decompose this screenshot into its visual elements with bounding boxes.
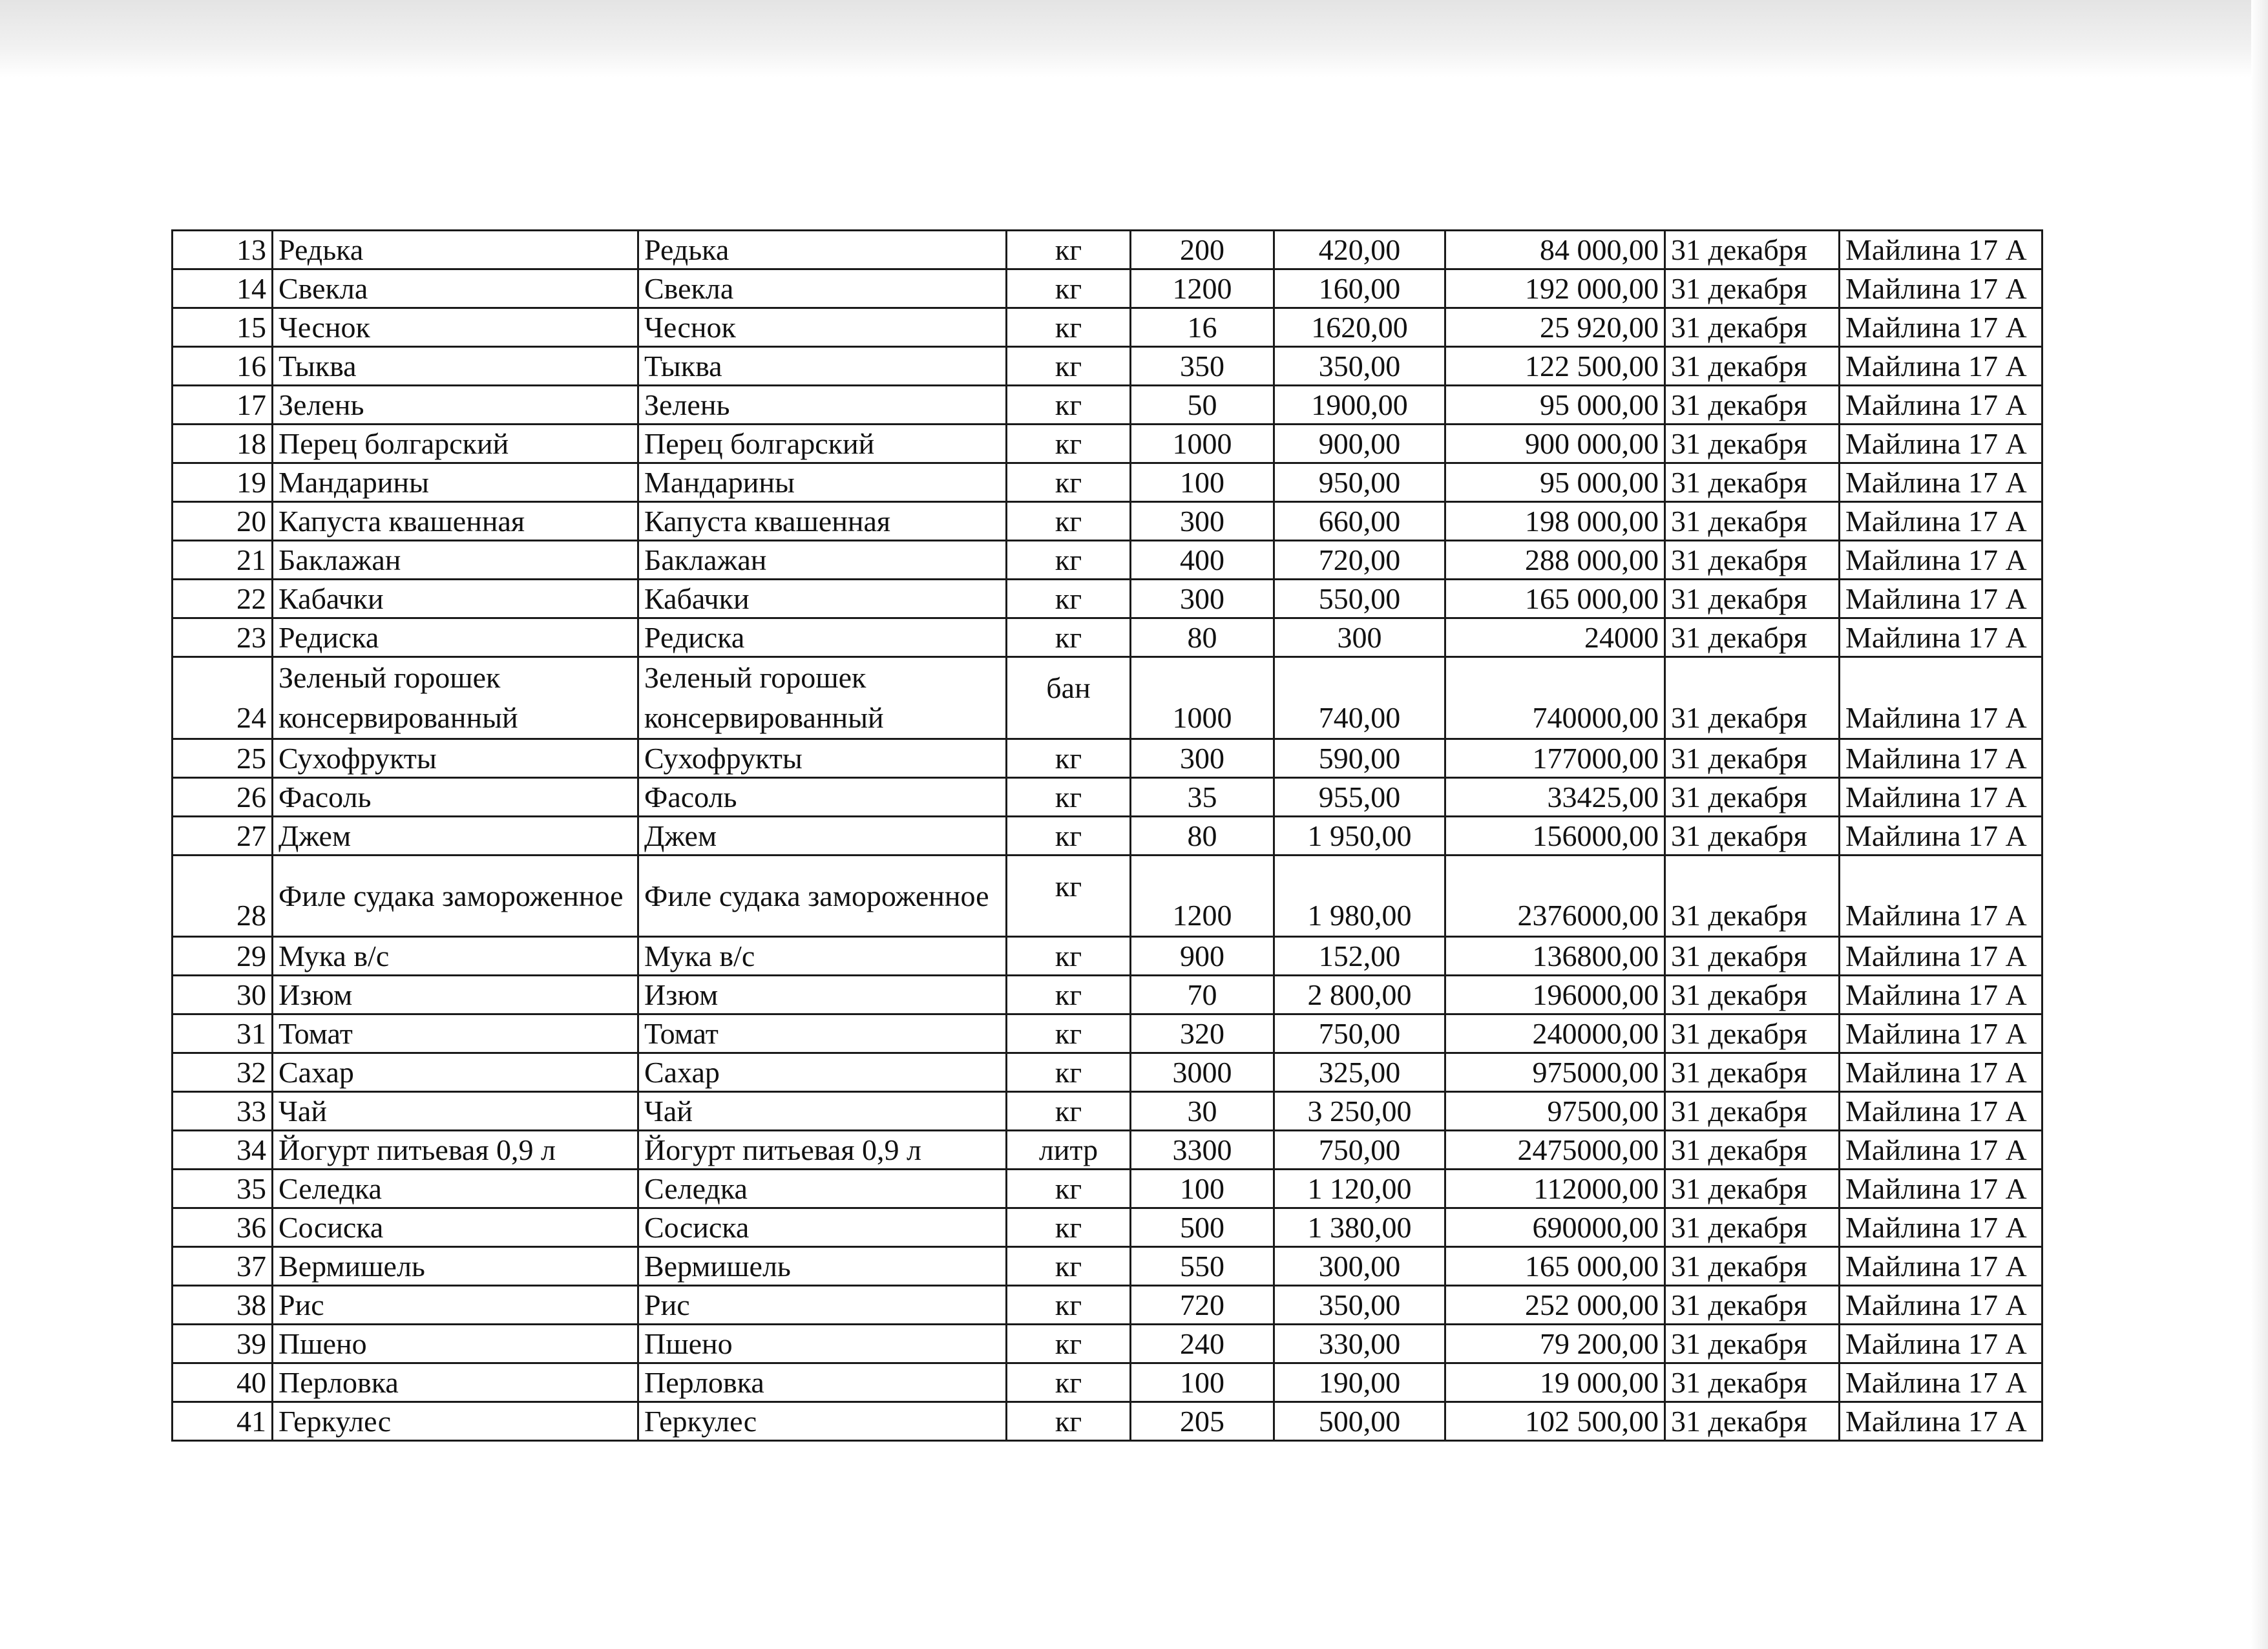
quantity-cell: 80 bbox=[1131, 618, 1274, 657]
quantity-cell: 240 bbox=[1131, 1325, 1274, 1363]
item-name-cell: Томат bbox=[273, 1014, 638, 1053]
item-name-cell: Йогурт питьевая 0,9 л bbox=[273, 1131, 638, 1170]
price-cell: 1620,00 bbox=[1274, 308, 1445, 347]
row-number-cell: 24 bbox=[173, 657, 273, 739]
item-name-2-cell: Фасоль bbox=[638, 778, 1007, 817]
row-number-cell: 33 bbox=[173, 1092, 273, 1131]
delivery-date-cell: 31 декабря bbox=[1665, 1325, 1840, 1363]
delivery-address-cell: Майлина 17 А bbox=[1840, 1092, 2042, 1131]
delivery-date-cell: 31 декабря bbox=[1665, 308, 1840, 347]
delivery-date-cell: 31 декабря bbox=[1665, 1363, 1840, 1402]
scan-shadow-top bbox=[0, 0, 2268, 78]
delivery-date-cell: 31 декабря bbox=[1665, 1053, 1840, 1092]
item-name-cell: Кабачки bbox=[273, 580, 638, 618]
table-row bbox=[173, 386, 2042, 425]
unit-cell: кг bbox=[1007, 937, 1131, 976]
quantity-cell: 205 bbox=[1131, 1402, 1274, 1441]
item-name-2-cell: Джем bbox=[638, 817, 1007, 856]
row-number-cell: 29 bbox=[173, 937, 273, 976]
delivery-address-cell: Майлина 17 А bbox=[1840, 463, 2042, 502]
row-number-cell: 15 bbox=[173, 308, 273, 347]
delivery-date-cell: 31 декабря bbox=[1665, 580, 1840, 618]
delivery-date-cell: 31 декабря bbox=[1665, 657, 1840, 739]
item-name-2-cell: Изюм bbox=[638, 976, 1007, 1014]
item-name-cell: Сухофрукты bbox=[273, 739, 638, 778]
unit-cell: кг bbox=[1007, 308, 1131, 347]
quantity-cell: 320 bbox=[1131, 1014, 1274, 1053]
price-cell: 350,00 bbox=[1274, 1286, 1445, 1325]
quantity-cell: 720 bbox=[1131, 1286, 1274, 1325]
delivery-address-cell: Майлина 17 А bbox=[1840, 1053, 2042, 1092]
item-name-cell: Перловка bbox=[273, 1363, 638, 1402]
delivery-date-cell: 31 декабря bbox=[1665, 856, 1840, 937]
item-name-2-cell: Перловка bbox=[638, 1363, 1007, 1402]
quantity-cell: 300 bbox=[1131, 502, 1274, 541]
delivery-address-cell: Майлина 17 А bbox=[1840, 1014, 2042, 1053]
quantity-cell: 100 bbox=[1131, 1170, 1274, 1208]
unit-cell: кг bbox=[1007, 817, 1131, 856]
sum-cell: 2376000,00 bbox=[1445, 856, 1665, 937]
item-name-cell: Изюм bbox=[273, 976, 638, 1014]
sum-cell: 690000,00 bbox=[1445, 1208, 1665, 1247]
price-cell: 3 250,00 bbox=[1274, 1092, 1445, 1131]
sum-cell: 198 000,00 bbox=[1445, 502, 1665, 541]
unit-cell: кг bbox=[1007, 1208, 1131, 1247]
table-row bbox=[173, 1131, 2042, 1170]
delivery-date-cell: 31 декабря bbox=[1665, 778, 1840, 817]
quantity-cell: 100 bbox=[1131, 463, 1274, 502]
row-number-cell: 26 bbox=[173, 778, 273, 817]
table-row bbox=[173, 739, 2042, 778]
item-name-cell: Перец болгарский bbox=[273, 425, 638, 463]
delivery-address-cell: Майлина 17 А bbox=[1840, 937, 2042, 976]
item-name-2-cell: Кабачки bbox=[638, 580, 1007, 618]
table-row bbox=[173, 937, 2042, 976]
price-cell: 720,00 bbox=[1274, 541, 1445, 580]
delivery-date-cell: 31 декабря bbox=[1665, 269, 1840, 308]
sum-cell: 196000,00 bbox=[1445, 976, 1665, 1014]
unit-cell: кг bbox=[1007, 463, 1131, 502]
unit-cell: кг bbox=[1007, 541, 1131, 580]
delivery-address-cell: Майлина 17 А bbox=[1840, 231, 2042, 269]
item-name-2-cell: Сахар bbox=[638, 1053, 1007, 1092]
sum-cell: 24000 bbox=[1445, 618, 1665, 657]
row-number-cell: 19 bbox=[173, 463, 273, 502]
delivery-address-cell: Майлина 17 А bbox=[1840, 347, 2042, 386]
quantity-cell: 1200 bbox=[1131, 856, 1274, 937]
unit-cell: кг bbox=[1007, 231, 1131, 269]
item-name-cell: Вермишель bbox=[273, 1247, 638, 1286]
item-name-2-cell: Капуста квашенная bbox=[638, 502, 1007, 541]
row-number-cell: 27 bbox=[173, 817, 273, 856]
item-name-cell: Зеленый горошек консервированный bbox=[273, 657, 638, 739]
row-number-cell: 23 bbox=[173, 618, 273, 657]
sum-cell: 177000,00 bbox=[1445, 739, 1665, 778]
quantity-cell: 350 bbox=[1131, 347, 1274, 386]
table-row bbox=[173, 1247, 2042, 1286]
price-cell: 152,00 bbox=[1274, 937, 1445, 976]
delivery-address-cell: Майлина 17 А bbox=[1840, 541, 2042, 580]
price-cell: 500,00 bbox=[1274, 1402, 1445, 1441]
item-name-cell: Капуста квашенная bbox=[273, 502, 638, 541]
unit-cell: кг bbox=[1007, 739, 1131, 778]
item-name-cell: Тыква bbox=[273, 347, 638, 386]
table-row bbox=[173, 347, 2042, 386]
sum-cell: 900 000,00 bbox=[1445, 425, 1665, 463]
sum-cell: 136800,00 bbox=[1445, 937, 1665, 976]
price-cell: 750,00 bbox=[1274, 1014, 1445, 1053]
price-cell: 950,00 bbox=[1274, 463, 1445, 502]
table-row bbox=[173, 1014, 2042, 1053]
unit-cell: кг bbox=[1007, 976, 1131, 1014]
delivery-date-cell: 31 декабря bbox=[1665, 1014, 1840, 1053]
quantity-cell: 300 bbox=[1131, 580, 1274, 618]
delivery-address-cell: Майлина 17 А bbox=[1840, 502, 2042, 541]
item-name-cell: Джем bbox=[273, 817, 638, 856]
quantity-cell: 900 bbox=[1131, 937, 1274, 976]
table-row bbox=[173, 1053, 2042, 1092]
table-row bbox=[173, 541, 2042, 580]
item-name-cell: Мандарины bbox=[273, 463, 638, 502]
row-number-cell: 31 bbox=[173, 1014, 273, 1053]
quantity-cell: 70 bbox=[1131, 976, 1274, 1014]
price-cell: 1 120,00 bbox=[1274, 1170, 1445, 1208]
quantity-cell: 3000 bbox=[1131, 1053, 1274, 1092]
item-name-cell: Редька bbox=[273, 231, 638, 269]
scan-shadow-right bbox=[2251, 0, 2268, 1649]
table-row bbox=[173, 856, 2042, 937]
item-name-2-cell: Редька bbox=[638, 231, 1007, 269]
delivery-address-cell: Майлина 17 А bbox=[1840, 425, 2042, 463]
table-row bbox=[173, 502, 2042, 541]
price-cell: 1900,00 bbox=[1274, 386, 1445, 425]
item-name-2-cell: Вермишель bbox=[638, 1247, 1007, 1286]
table-row bbox=[173, 657, 2042, 739]
sum-cell: 165 000,00 bbox=[1445, 580, 1665, 618]
unit-text: бан bbox=[1046, 671, 1091, 704]
quantity-cell: 3300 bbox=[1131, 1131, 1274, 1170]
unit-cell bbox=[1007, 657, 1131, 739]
row-number-cell: 14 bbox=[173, 269, 273, 308]
unit-cell: кг bbox=[1007, 1014, 1131, 1053]
item-name-2-cell: Тыква bbox=[638, 347, 1007, 386]
item-name-2-cell: Филе судака замороженное bbox=[638, 856, 1007, 937]
table-row bbox=[173, 1092, 2042, 1131]
delivery-address-cell: Майлина 17 А bbox=[1840, 1170, 2042, 1208]
item-name-2-cell: Перец болгарский bbox=[638, 425, 1007, 463]
row-number-cell: 39 bbox=[173, 1325, 273, 1363]
price-cell: 590,00 bbox=[1274, 739, 1445, 778]
unit-cell: кг bbox=[1007, 386, 1131, 425]
sum-cell: 19 000,00 bbox=[1445, 1363, 1665, 1402]
row-number-cell: 37 bbox=[173, 1247, 273, 1286]
row-number-cell: 28 bbox=[173, 856, 273, 937]
row-number-cell: 16 bbox=[173, 347, 273, 386]
delivery-date-cell: 31 декабря bbox=[1665, 1092, 1840, 1131]
item-name-cell: Селедка bbox=[273, 1170, 638, 1208]
row-number-cell: 38 bbox=[173, 1286, 273, 1325]
unit-cell: литр bbox=[1007, 1131, 1131, 1170]
price-cell: 420,00 bbox=[1274, 231, 1445, 269]
delivery-address-cell: Майлина 17 А bbox=[1840, 1131, 2042, 1170]
price-cell: 740,00 bbox=[1274, 657, 1445, 739]
price-cell: 2 800,00 bbox=[1274, 976, 1445, 1014]
item-name-2-cell: Мандарины bbox=[638, 463, 1007, 502]
price-cell: 325,00 bbox=[1274, 1053, 1445, 1092]
price-cell: 955,00 bbox=[1274, 778, 1445, 817]
price-cell: 330,00 bbox=[1274, 1325, 1445, 1363]
item-name-cell: Пшено bbox=[273, 1325, 638, 1363]
unit-cell: кг bbox=[1007, 269, 1131, 308]
item-name-2-cell: Селедка bbox=[638, 1170, 1007, 1208]
table-row bbox=[173, 1363, 2042, 1402]
row-number-cell: 25 bbox=[173, 739, 273, 778]
item-name-cell: Фасоль bbox=[273, 778, 638, 817]
item-name-cell: Мука в/с bbox=[273, 937, 638, 976]
item-name-2-cell: Геркулес bbox=[638, 1402, 1007, 1441]
price-cell: 750,00 bbox=[1274, 1131, 1445, 1170]
delivery-address-cell: Майлина 17 А bbox=[1840, 1286, 2042, 1325]
delivery-date-cell: 31 декабря bbox=[1665, 1286, 1840, 1325]
sum-cell: 95 000,00 bbox=[1445, 463, 1665, 502]
sum-cell: 288 000,00 bbox=[1445, 541, 1665, 580]
sum-cell: 252 000,00 bbox=[1445, 1286, 1665, 1325]
row-number-cell: 13 bbox=[173, 231, 273, 269]
row-number-cell: 17 bbox=[173, 386, 273, 425]
delivery-address-cell: Майлина 17 А bbox=[1840, 1402, 2042, 1441]
table-row bbox=[173, 580, 2042, 618]
table-row bbox=[173, 1208, 2042, 1247]
unit-cell: кг bbox=[1007, 1092, 1131, 1131]
item-name-cell: Филе судака замороженное bbox=[273, 856, 638, 937]
row-number-cell: 41 bbox=[173, 1402, 273, 1441]
delivery-date-cell: 31 декабря bbox=[1665, 231, 1840, 269]
unit-cell: кг bbox=[1007, 1053, 1131, 1092]
table-row bbox=[173, 1325, 2042, 1363]
item-name-cell: Баклажан bbox=[273, 541, 638, 580]
quantity-cell: 80 bbox=[1131, 817, 1274, 856]
unit-cell: кг bbox=[1007, 425, 1131, 463]
table-row bbox=[173, 1170, 2042, 1208]
row-number-cell: 34 bbox=[173, 1131, 273, 1170]
quantity-cell: 200 bbox=[1131, 231, 1274, 269]
price-cell: 300,00 bbox=[1274, 1247, 1445, 1286]
item-name-cell: Сосиска bbox=[273, 1208, 638, 1247]
quantity-cell: 1000 bbox=[1131, 657, 1274, 739]
item-name-2-cell: Чай bbox=[638, 1092, 1007, 1131]
delivery-date-cell: 31 декабря bbox=[1665, 347, 1840, 386]
sum-cell: 25 920,00 bbox=[1445, 308, 1665, 347]
delivery-date-cell: 31 декабря bbox=[1665, 502, 1840, 541]
unit-cell: кг bbox=[1007, 1247, 1131, 1286]
unit-cell bbox=[1007, 856, 1131, 937]
delivery-address-cell: Майлина 17 А bbox=[1840, 817, 2042, 856]
price-cell: 900,00 bbox=[1274, 425, 1445, 463]
row-number-cell: 21 bbox=[173, 541, 273, 580]
table-row bbox=[173, 976, 2042, 1014]
delivery-address-cell: Майлина 17 А bbox=[1840, 976, 2042, 1014]
item-name-2-cell: Томат bbox=[638, 1014, 1007, 1053]
sum-cell: 33425,00 bbox=[1445, 778, 1665, 817]
delivery-address-cell: Майлина 17 А bbox=[1840, 657, 2042, 739]
item-name-2-cell: Пшено bbox=[638, 1325, 1007, 1363]
price-cell: 350,00 bbox=[1274, 347, 1445, 386]
price-cell: 1 980,00 bbox=[1274, 856, 1445, 937]
sum-cell: 192 000,00 bbox=[1445, 269, 1665, 308]
quantity-cell: 1000 bbox=[1131, 425, 1274, 463]
delivery-date-cell: 31 декабря bbox=[1665, 425, 1840, 463]
delivery-date-cell: 31 декабря bbox=[1665, 1170, 1840, 1208]
quantity-cell: 300 bbox=[1131, 739, 1274, 778]
quantity-cell: 100 bbox=[1131, 1363, 1274, 1402]
item-name-2-cell: Зеленый горошек консервированный bbox=[638, 657, 1007, 739]
unit-cell: кг bbox=[1007, 1286, 1131, 1325]
sum-cell: 95 000,00 bbox=[1445, 386, 1665, 425]
unit-cell: кг bbox=[1007, 1170, 1131, 1208]
item-name-cell: Рис bbox=[273, 1286, 638, 1325]
price-cell: 1 950,00 bbox=[1274, 817, 1445, 856]
item-name-2-cell: Сосиска bbox=[638, 1208, 1007, 1247]
row-number-cell: 32 bbox=[173, 1053, 273, 1092]
item-name-2-cell: Мука в/с bbox=[638, 937, 1007, 976]
item-name-2-cell: Свекла bbox=[638, 269, 1007, 308]
table-row bbox=[173, 231, 2042, 269]
unit-cell: кг bbox=[1007, 347, 1131, 386]
quantity-cell: 400 bbox=[1131, 541, 1274, 580]
item-name-cell: Зелень bbox=[273, 386, 638, 425]
delivery-date-cell: 31 декабря bbox=[1665, 817, 1840, 856]
delivery-date-cell: 31 декабря bbox=[1665, 1402, 1840, 1441]
row-number-cell: 18 bbox=[173, 425, 273, 463]
price-cell: 550,00 bbox=[1274, 580, 1445, 618]
item-name-cell: Редиска bbox=[273, 618, 638, 657]
price-cell: 1 380,00 bbox=[1274, 1208, 1445, 1247]
item-name-cell: Свекла bbox=[273, 269, 638, 308]
unit-cell: кг bbox=[1007, 1402, 1131, 1441]
row-number-cell: 20 bbox=[173, 502, 273, 541]
item-name-2-cell: Чеснок bbox=[638, 308, 1007, 347]
quantity-cell: 1200 bbox=[1131, 269, 1274, 308]
item-name-cell: Чай bbox=[273, 1092, 638, 1131]
delivery-address-cell: Майлина 17 А bbox=[1840, 1208, 2042, 1247]
item-name-2-cell: Йогурт питьевая 0,9 л bbox=[638, 1131, 1007, 1170]
delivery-address-cell: Майлина 17 А bbox=[1840, 269, 2042, 308]
unit-cell: кг bbox=[1007, 1363, 1131, 1402]
price-cell: 160,00 bbox=[1274, 269, 1445, 308]
sum-cell: 97500,00 bbox=[1445, 1092, 1665, 1131]
sum-cell: 740000,00 bbox=[1445, 657, 1665, 739]
table-row bbox=[173, 817, 2042, 856]
table-row bbox=[173, 1286, 2042, 1325]
item-name-cell: Геркулес bbox=[273, 1402, 638, 1441]
unit-cell: кг bbox=[1007, 1325, 1131, 1363]
row-number-cell: 35 bbox=[173, 1170, 273, 1208]
delivery-address-cell: Майлина 17 А bbox=[1840, 618, 2042, 657]
quantity-cell: 30 bbox=[1131, 1092, 1274, 1131]
table-row bbox=[173, 308, 2042, 347]
table-row bbox=[173, 778, 2042, 817]
sum-cell: 156000,00 bbox=[1445, 817, 1665, 856]
row-number-cell: 30 bbox=[173, 976, 273, 1014]
delivery-date-cell: 31 декабря bbox=[1665, 1131, 1840, 1170]
sum-cell: 122 500,00 bbox=[1445, 347, 1665, 386]
delivery-address-cell: Майлина 17 А bbox=[1840, 308, 2042, 347]
sum-cell: 975000,00 bbox=[1445, 1053, 1665, 1092]
unit-cell: кг bbox=[1007, 618, 1131, 657]
quantity-cell: 50 bbox=[1131, 386, 1274, 425]
item-name-cell: Сахар bbox=[273, 1053, 638, 1092]
item-name-2-cell: Зелень bbox=[638, 386, 1007, 425]
item-name-2-cell: Редиска bbox=[638, 618, 1007, 657]
sum-cell: 112000,00 bbox=[1445, 1170, 1665, 1208]
delivery-date-cell: 31 декабря bbox=[1665, 1208, 1840, 1247]
delivery-date-cell: 31 декабря bbox=[1665, 618, 1840, 657]
table-row bbox=[173, 618, 2042, 657]
row-number-cell: 22 bbox=[173, 580, 273, 618]
delivery-address-cell: Майлина 17 А bbox=[1840, 1363, 2042, 1402]
delivery-address-cell: Майлина 17 А bbox=[1840, 1325, 2042, 1363]
goods-table bbox=[171, 229, 2043, 1442]
row-number-cell: 36 bbox=[173, 1208, 273, 1247]
sum-cell: 240000,00 bbox=[1445, 1014, 1665, 1053]
item-name-cell: Чеснок bbox=[273, 308, 638, 347]
delivery-address-cell: Майлина 17 А bbox=[1840, 778, 2042, 817]
delivery-address-cell: Майлина 17 А bbox=[1840, 856, 2042, 937]
quantity-cell: 500 bbox=[1131, 1208, 1274, 1247]
price-cell: 190,00 bbox=[1274, 1363, 1445, 1402]
delivery-address-cell: Майлина 17 А bbox=[1840, 386, 2042, 425]
item-name-2-cell: Сухофрукты bbox=[638, 739, 1007, 778]
sum-cell: 2475000,00 bbox=[1445, 1131, 1665, 1170]
delivery-address-cell: Майлина 17 А bbox=[1840, 739, 2042, 778]
item-name-2-cell: Рис bbox=[638, 1286, 1007, 1325]
quantity-cell: 550 bbox=[1131, 1247, 1274, 1286]
unit-cell: кг bbox=[1007, 580, 1131, 618]
delivery-date-cell: 31 декабря bbox=[1665, 386, 1840, 425]
delivery-date-cell: 31 декабря bbox=[1665, 739, 1840, 778]
sum-cell: 84 000,00 bbox=[1445, 231, 1665, 269]
row-number-cell: 40 bbox=[173, 1363, 273, 1402]
sum-cell: 165 000,00 bbox=[1445, 1247, 1665, 1286]
delivery-date-cell: 31 декабря bbox=[1665, 976, 1840, 1014]
unit-cell: кг bbox=[1007, 502, 1131, 541]
delivery-date-cell: 31 декабря bbox=[1665, 1247, 1840, 1286]
table-row bbox=[173, 425, 2042, 463]
unit-text: кг bbox=[1055, 869, 1082, 903]
goods-table-body bbox=[173, 231, 2042, 1441]
delivery-date-cell: 31 декабря bbox=[1665, 463, 1840, 502]
table-row bbox=[173, 269, 2042, 308]
quantity-cell: 16 bbox=[1131, 308, 1274, 347]
delivery-address-cell: Майлина 17 А bbox=[1840, 580, 2042, 618]
quantity-cell: 35 bbox=[1131, 778, 1274, 817]
table-row bbox=[173, 463, 2042, 502]
item-name-2-cell: Баклажан bbox=[638, 541, 1007, 580]
table-row bbox=[173, 1402, 2042, 1441]
sum-cell: 79 200,00 bbox=[1445, 1325, 1665, 1363]
price-cell: 660,00 bbox=[1274, 502, 1445, 541]
sum-cell: 102 500,00 bbox=[1445, 1402, 1665, 1441]
delivery-date-cell: 31 декабря bbox=[1665, 541, 1840, 580]
delivery-address-cell: Майлина 17 А bbox=[1840, 1247, 2042, 1286]
delivery-date-cell: 31 декабря bbox=[1665, 937, 1840, 976]
unit-cell: кг bbox=[1007, 778, 1131, 817]
price-cell: 300 bbox=[1274, 618, 1445, 657]
